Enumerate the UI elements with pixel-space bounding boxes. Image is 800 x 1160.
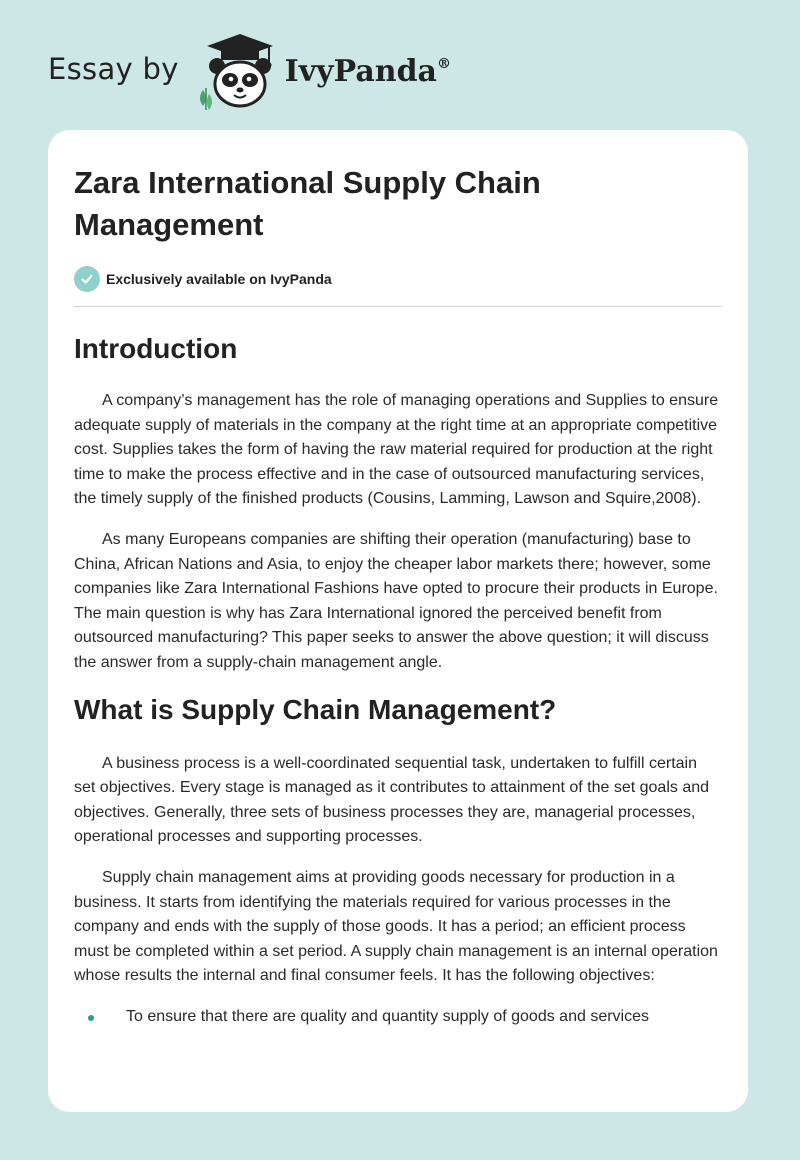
list-item-text: To ensure that there are quality and quantity supply of goods and services <box>126 1007 649 1025</box>
title-divider <box>74 306 722 307</box>
site-header <box>48 32 748 112</box>
objectives-list <box>74 1005 722 1029</box>
brand-text: IvyPanda <box>284 53 437 89</box>
exclusive-label: Exclusively available on IvyPanda <box>106 271 332 287</box>
registered-mark: ® <box>437 55 451 72</box>
section-heading-introduction: Introduction <box>74 333 238 364</box>
paragraph: As many Europeans companies are shifting their operation (manufacturing) base to China, African Nations and Asia, to enjoy the cheaper labor markets there; however, some companies like Zara International Fashions have opted to procure their products in Europe. The main question is why has Zara International ignored the perceived benefit from outsourced manufacturing? This paper seeks to answer the above question; it will discuss the answer from a supply-chain management angle. <box>74 530 718 671</box>
essay-by-label: Essay by <box>48 52 179 86</box>
paragraph: A company’s management has the role of managing operations and Supplies to ensure adequate supply of materials in the company at the right time at an appropriate competitive cost. Supplies takes the form of having the raw material required for production at the right time to make the process effective and in the case of outsourced manufacturing services, the timely supply of the finished products (Cousins, Lamming, Lawson and Squire,2008). <box>74 392 719 508</box>
section-heading-supply-chain: What is Supply Chain Management? <box>74 693 557 725</box>
list-item <box>74 1005 722 1029</box>
check-icon <box>74 266 100 292</box>
bullet-icon <box>88 1015 94 1021</box>
paragraph: A business process is a well-coordinated sequential task, undertaken to fulfill certain set objectives. Every stage is managed as it contributes to attainment of the set goals and objectives. Generally, three sets of business processes they are, managerial processes, operational processes and supporting processes. <box>74 754 710 846</box>
essay-card <box>48 130 748 1112</box>
brand-name[interactable] <box>285 54 451 89</box>
paragraph: Supply chain management aims at providing goods necessary for production in a business. It starts from identifying the materials required for various processes in the company and ends with the supply of those goods. It has a period; an efficient process must be completed within a set period. A supply chain management is an internal operation whose results the internal and final consumer feels. It has the following objectives: <box>74 868 718 985</box>
exclusive-badge <box>74 266 722 292</box>
essay-title: Zara International Supply Chain Management <box>74 165 541 242</box>
panda-graduate-icon[interactable] <box>193 32 283 112</box>
